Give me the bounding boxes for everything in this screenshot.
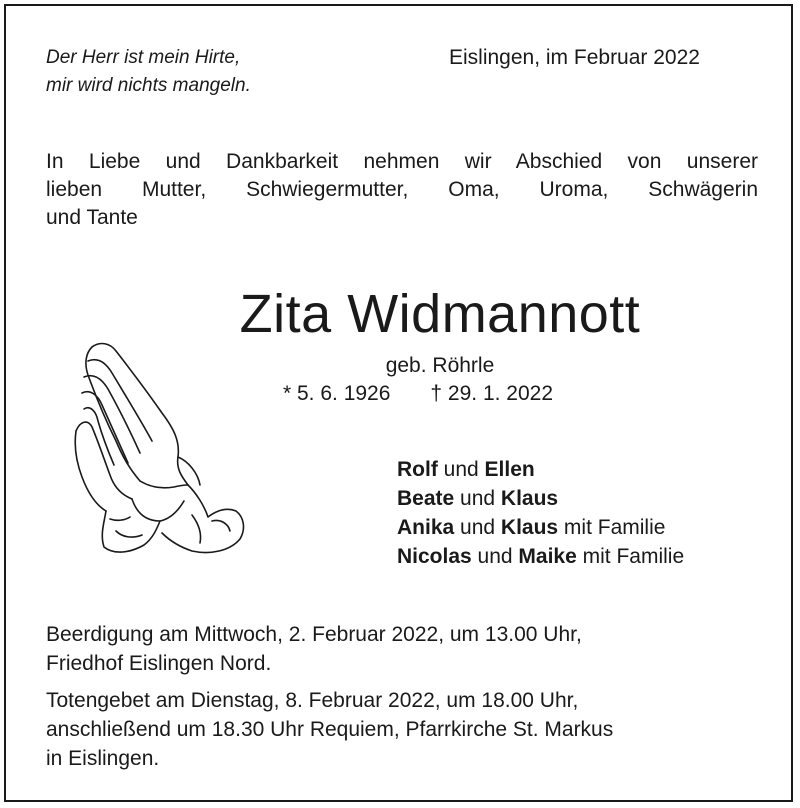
psalm-quote	[46, 44, 251, 100]
praying-hands-icon	[70, 335, 250, 560]
family-name: Klaus	[500, 487, 559, 510]
intro-line: lieben Mutter, Schwiegermutter, Oma, Uroma, Schwägerin	[46, 178, 758, 201]
place-date: Eislingen, im Februar 2022	[449, 46, 700, 69]
family-name: Nicolas	[397, 545, 472, 568]
maiden-name: geb. Röhrle	[385, 354, 495, 377]
family-name: Ellen	[484, 458, 535, 481]
family-entry	[397, 542, 684, 571]
family-conj: und	[454, 516, 501, 539]
family-name: Rolf	[397, 458, 438, 481]
intro-line: und Tante	[46, 206, 138, 229]
family-suffix: mit Familie	[576, 545, 685, 568]
funeral-line: Beerdigung am Mittwoch, 2. Februar 2022, um 13.00 Uhr,	[46, 623, 582, 646]
prayer-line: in Eislingen.	[46, 747, 160, 770]
life-dates	[283, 380, 553, 408]
prayer-line: anschließend um 18.30 Uhr Requiem, Pfarrkirche St. Markus	[46, 718, 614, 741]
intro-text	[46, 148, 758, 232]
family-entry	[397, 513, 684, 542]
family-conj: und	[454, 487, 501, 510]
funeral-line: Friedhof Eislingen Nord.	[46, 652, 272, 675]
family-name: Anika	[397, 516, 455, 539]
funeral-info	[46, 620, 582, 678]
death-date: † 29. 1. 2022	[430, 382, 554, 405]
psalm-line: Der Herr ist mein Hirte,	[46, 47, 241, 68]
family-conj: und	[471, 545, 519, 568]
intro-line: In Liebe und Dankbarkeit nehmen wir Abschied von unserer	[46, 150, 758, 173]
psalm-line: mir wird nichts mangeln.	[46, 75, 251, 96]
family-name: Klaus	[500, 516, 559, 539]
family-entry	[397, 455, 684, 484]
family-conj: und	[437, 458, 485, 481]
family-name: Maike	[518, 545, 577, 568]
deceased-name: Zita Widmannott	[239, 284, 641, 344]
family-name: Beate	[397, 487, 455, 510]
family-entry	[397, 484, 684, 513]
family-list	[397, 455, 684, 571]
prayer-info	[46, 686, 613, 773]
family-suffix: mit Familie	[558, 516, 666, 539]
prayer-line: Totengebet am Dienstag, 8. Februar 2022, um 18.00 Uhr,	[46, 689, 579, 712]
birth-date: * 5. 6. 1926	[283, 382, 391, 405]
